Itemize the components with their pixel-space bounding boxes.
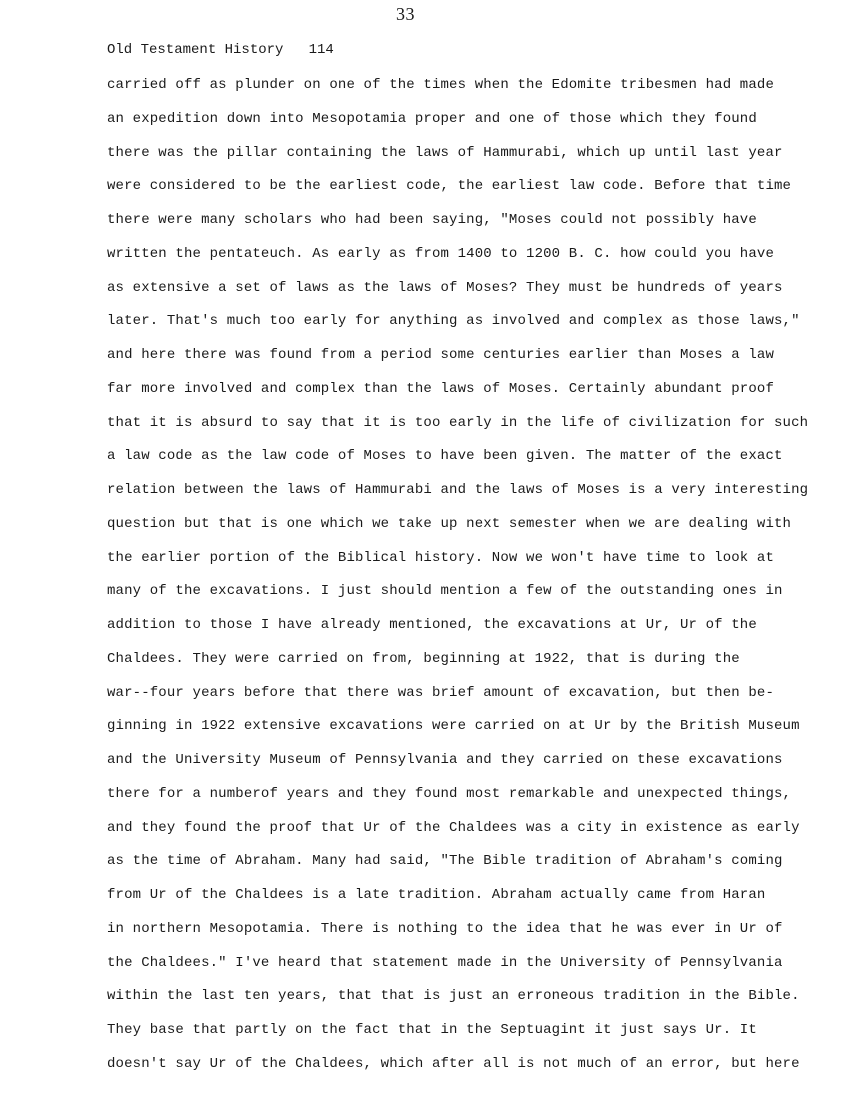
body-line: that it is absurd to say that it is too early in the life of civilization for such (107, 414, 809, 431)
body-line: and here there was found from a period some centuries earlier than Moses a law (107, 347, 775, 363)
body-line: an expedition down into Mesopotamia proper and one of those which they found (107, 110, 757, 127)
body-line: and they found the proof that Ur of the Chaldees was a city in existence as early (107, 819, 800, 836)
body-line: were considered to be the earliest code, the earliest law code. Before that time (107, 178, 792, 195)
body-line: as extensive a set of laws as the laws of Moses? They must be hundreds of years (107, 279, 783, 296)
body-line: the Chaldees." I've heard that statement made in the University of Pennsylvania (107, 954, 783, 971)
body-line: a law code as the law code of Moses to have been given. The matter of the exact (107, 448, 783, 465)
body-line: there was the pillar containing the laws of Hammurabi, which up until last year (107, 144, 783, 161)
body-line: Chaldees. They were carried on from, beginning at 1922, that is during the (107, 650, 740, 667)
body-line: as the time of Abraham. Many had said, "The Bible tradition of Abraham's coming (107, 853, 783, 870)
body-line: in northern Mesopotamia. There is nothing to the idea that he was ever in Ur of (107, 920, 783, 937)
body-line: written the pentateuch. As early as from 1400 to 1200 B. C. how could you have (107, 245, 775, 262)
body-line: war--four years before that there was brief amount of excavation, but then be- (107, 684, 775, 701)
body-line: addition to those I have already mentioned, the excavations at Ur, Ur of the (107, 617, 757, 633)
page-header: Old Testament History 114 (107, 42, 334, 58)
body-line: carried off as plunder on one of the times when the Edomite tribesmen had made (107, 77, 775, 93)
body-line: the earlier portion of the Biblical history. Now we won't have time to look at (107, 549, 775, 566)
body-line: relation between the laws of Hammurabi and the laws of Moses is a very interesting (107, 482, 809, 498)
body-line: later. That's much too early for anything as involved and complex as those laws," (107, 313, 800, 330)
body-line: and the University Museum of Pennsylvania and they carried on these excavations (107, 752, 783, 768)
body-line: within the last ten years, that that is just an erroneous tradition in the Bible. (107, 988, 800, 1005)
body-line: there were many scholars who had been saying, "Moses could not possibly have (107, 212, 757, 228)
body-line: far more involved and complex than the laws of Moses. Certainly abundant proof (107, 380, 775, 397)
body-line: question but that is one which we take up next semester when we are dealing with (107, 515, 792, 532)
page-number: 33 (396, 4, 415, 24)
body-line: They base that partly on the fact that in the Septuagint it just says Ur. It (107, 1022, 757, 1038)
body-text (107, 77, 807, 1090)
body-line: ginning in 1922 extensive excavations were carried on at Ur by the British Museum (107, 718, 800, 735)
body-line: from Ur of the Chaldees is a late tradition. Abraham actually came from Haran (107, 887, 766, 903)
body-line: many of the excavations. I just should mention a few of the outstanding ones in (107, 583, 783, 600)
body-line: there for a numberof years and they found most remarkable and unexpected things, (107, 785, 792, 802)
body-line: doesn't say Ur of the Chaldees, which after all is not much of an error, but here (107, 1055, 800, 1072)
